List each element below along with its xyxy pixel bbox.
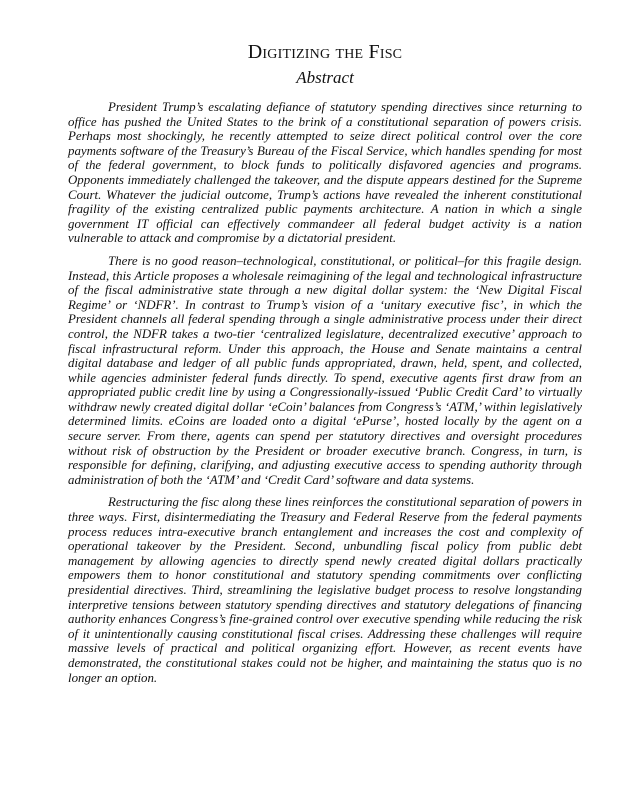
abstract-paragraph-1: President Trump’s escalating defiance of statutory spending directives since returning to office has pushed the United States to the brink of a constitutional separation of powers crisis. Perhaps most shockingly, he recently attempted to seize direct political control over the core payments software of the Treasury’s Bureau of the Fiscal Service, which handles spending for most of the federal government, to block funds to politically disfavored agencies and programs. Opponents immediately challenged the takeover, and the dispute appears destined for the Supreme Court. Whatever the judicial outcome, Trump’s actions have revealed the inherent constitutional fragility of the existing centralized public payments architecture. A nation in which a single government IT official can effectively commandeer all federal budget activity is a nation vulnerable to attack and compromise by a dictatorial president. [68, 100, 582, 246]
abstract-body [68, 100, 582, 685]
abstract-paragraph-3: Restructuring the fisc along these lines reinforces the constitutional separation of powers in three ways. First, disintermediating the Treasury and Federal Reserve from the federal payments process reduces intra-executive branch entanglement and increases the cost and complexity of operational takeover by the President. Second, unbundling fiscal policy from public debt management by allowing agencies to directly spend newly created digital dollars practically empowers them to honor constitutional and statutory spending commitments over conflicting presidential directives. Third, streamlining the legislative budget process to resolve longstanding interpretive tensions between statutory spending directives and statutory delegations of financing authority enhances Congress’s fine-grained control over executive spending while reducing the risk of it unintentionally causing constitutional fiscal crises. Addressing these challenges will require massive levels of practical and political organizing effort. However, as recent events have demonstrated, the constitutional stakes could not be higher, and maintaining the status quo is no longer an option. [68, 495, 582, 685]
abstract-heading: Abstract [296, 68, 354, 87]
abstract-paragraph-2: There is no good reason–technological, constitutional, or political–for this fragile design. Instead, this Article proposes a wholesale reimagining of the legal and technological infrastructure of the fiscal administrative state through a new digital dollar system: the ‘New Digital Fiscal Regime’ or ‘NDFR’. In contrast to Trump’s vision of a ‘unitary executive fisc’, in which the President channels all federal spending through a single administrative process under their direct control, the NDFR takes a two-tier ‘centralized legislature, decentralized executive’ approach to fiscal infrastructural reform. Under this approach, the House and Senate maintains a central digital database and ledger of all public funds appropriated, drawn, held, spent, and collected, while agencies administer federal funds directly. To spend, executive agents first draw from an appropriated public credit line by using a Congressionally-issued ‘Public Credit Card’ to virtually withdraw newly created digital dollar ‘eCoin’ balances from Congress’s ‘ATM,’ within legislatively determined limits. eCoins are loaded onto a digital ‘ePurse’, hosted locally by the agent on a secure server. From there, agents can spend per statutory directives and oversight procedures without risk of obstruction by the President or broader executive branch. Congress, in turn, is responsible for defining, clarifying, and adjusting executive access to spending authority through administration of both the ‘ATM’ and ‘Credit Card’ software and data systems. [68, 253, 582, 487]
article-title: Digitizing the Fisc [247, 41, 403, 63]
